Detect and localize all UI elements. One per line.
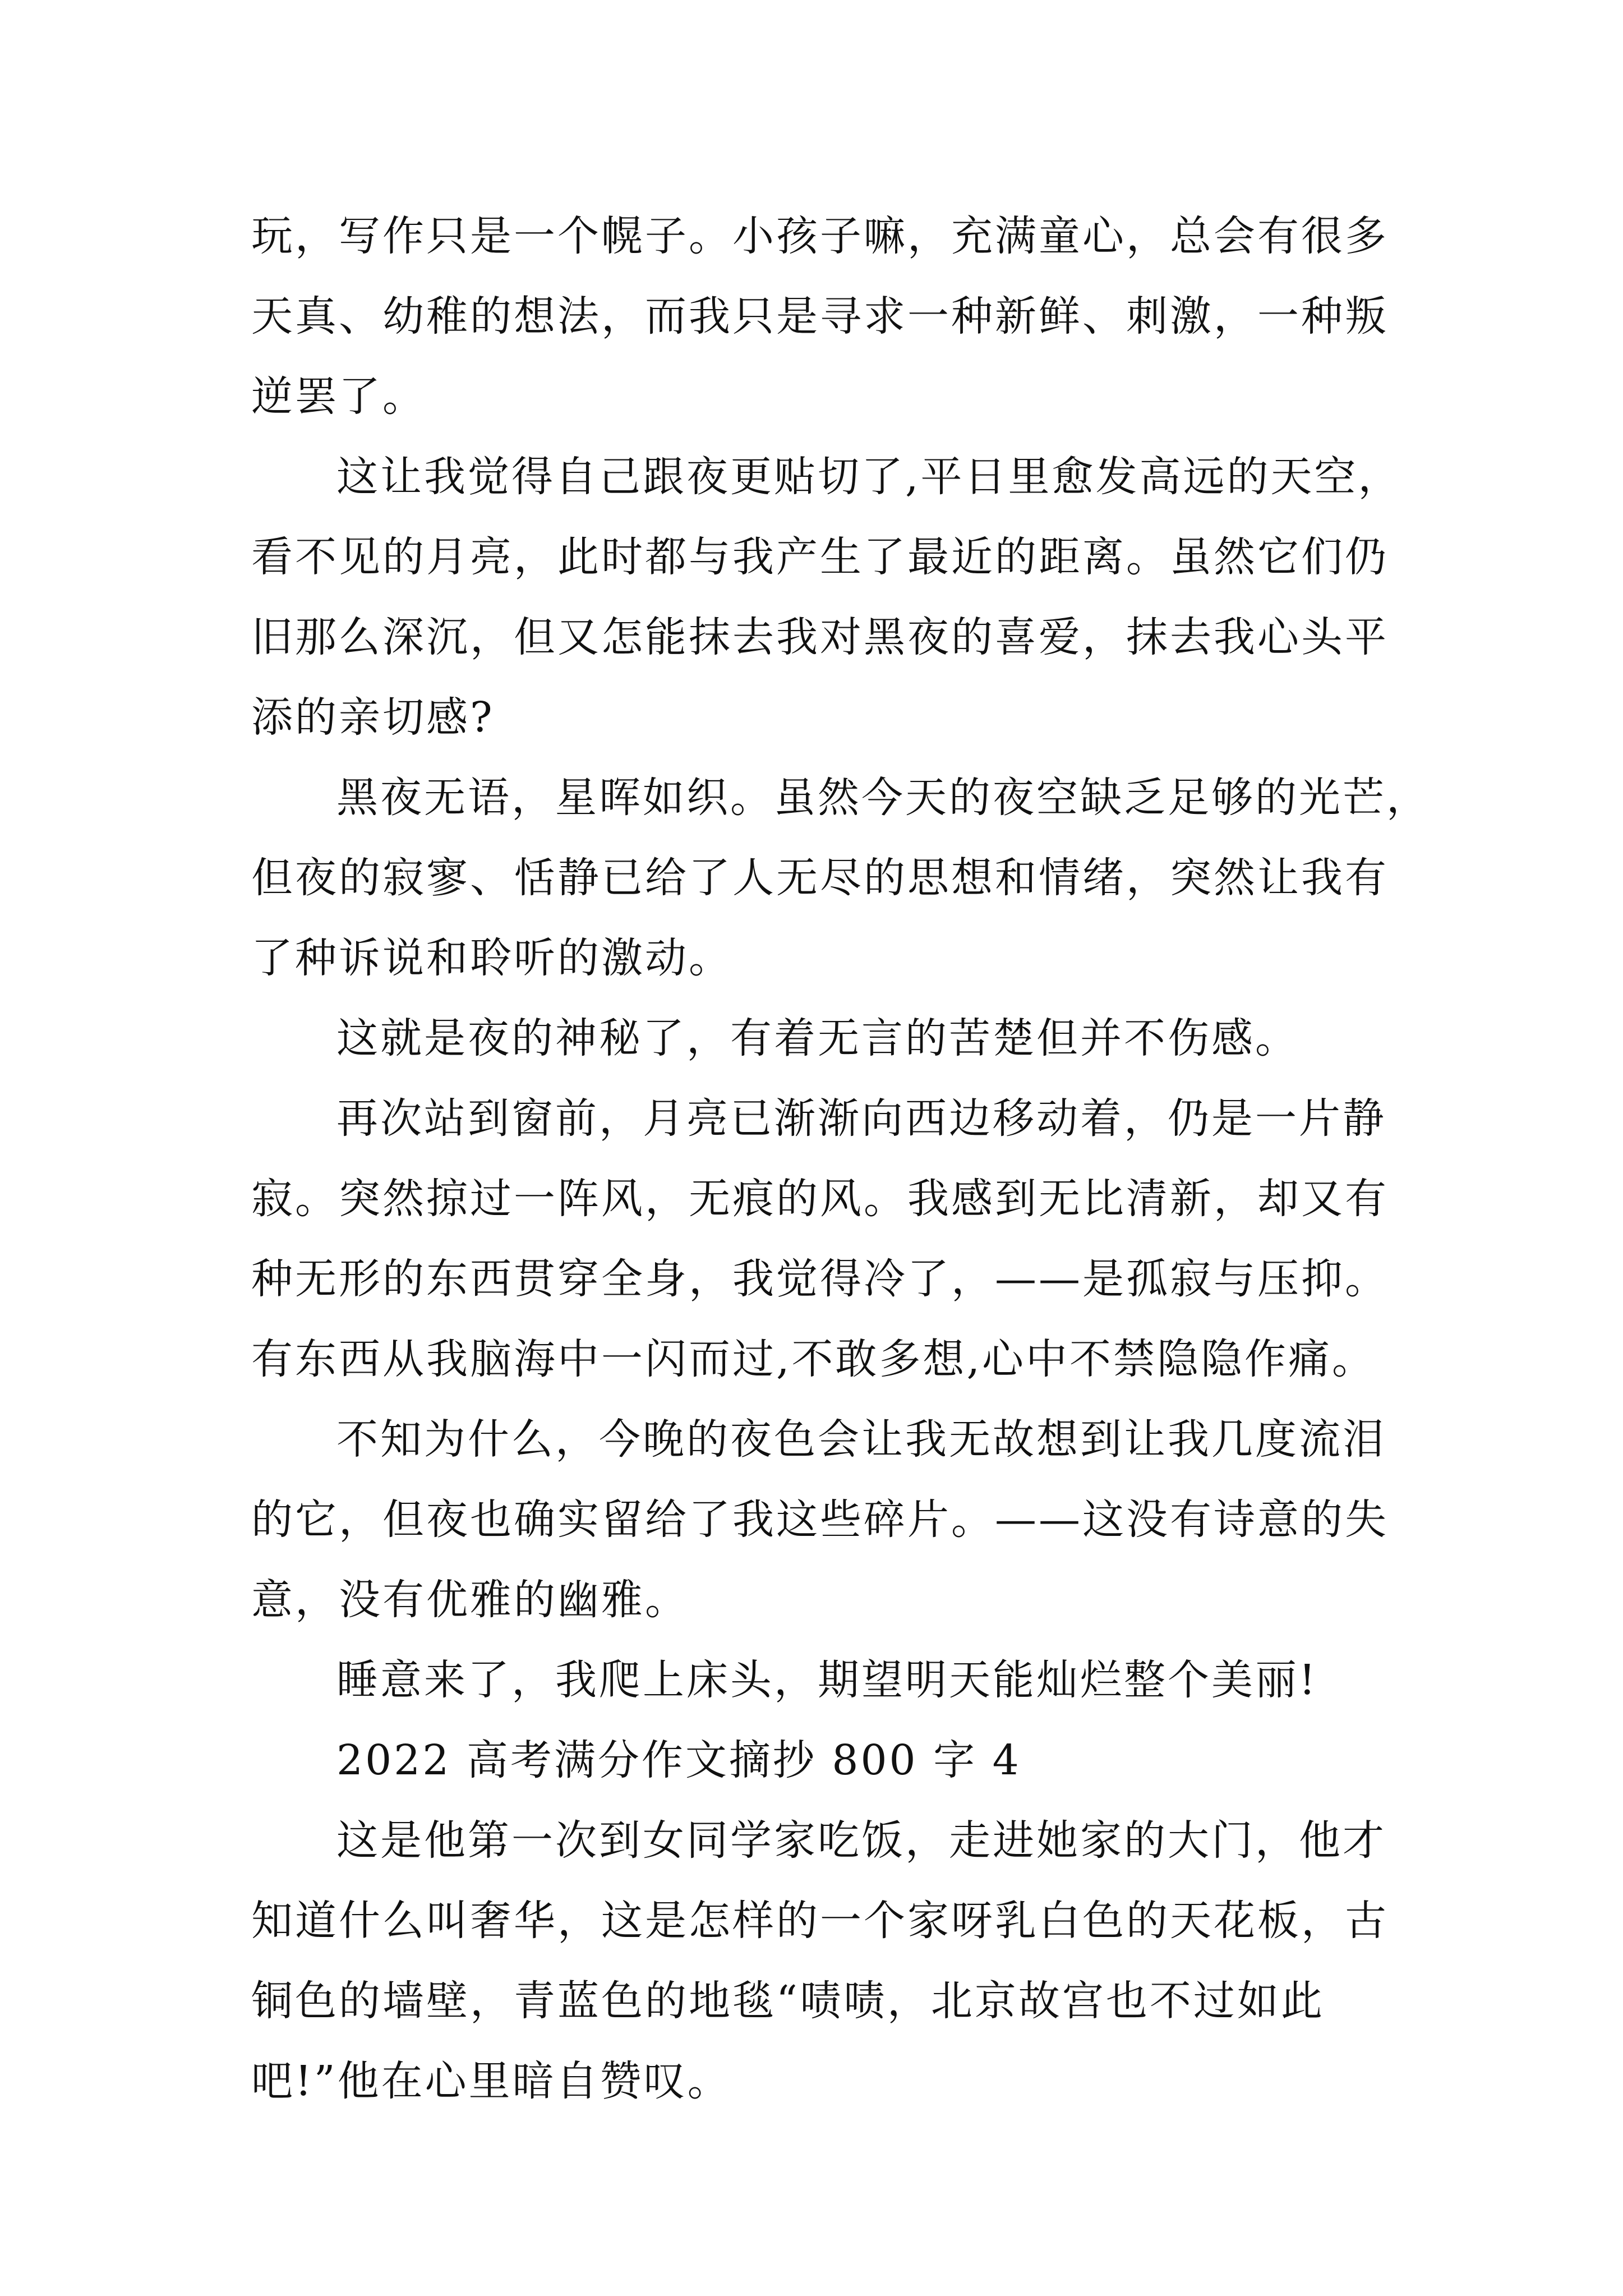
text-line: 的它，但夜也确实留给了我这些碎片。——这没有诗意的失: [251, 1496, 1389, 1544]
paragraph-start-line: 再次站到窗前，月亮已渐渐向西边移动着，仍是一片静: [336, 1094, 1386, 1143]
text-line: 铜色的墙壁，青蓝色的地毯“啧啧，北京故宫也不过如此: [251, 1977, 1325, 2025]
paragraph-start-line: 这是他第一次到女同学家吃饭，走进她家的大门，他才: [336, 1816, 1386, 1865]
text-line: 有东西从我脑海中一闪而过,不敢多想,心中不禁隐隐作痛。: [251, 1335, 1376, 1383]
text-line: 意，没有优雅的幽雅。: [251, 1576, 689, 1624]
text-line: 天真、幼稚的想法，而我只是寻求一种新鲜、刺激，一种叛: [251, 292, 1389, 341]
text-line: 知道什么叫奢华，这是怎样的一个家呀乳白色的天花板，古: [251, 1897, 1389, 1945]
paragraph-start-line: 这就是夜的神秘了，有着无言的苦楚但并不伤感。: [336, 1014, 1299, 1062]
paragraph-start-line: 这让我觉得自己跟夜更贴切了,平日里愈发高远的天空，: [336, 453, 1402, 501]
text-line: 吧!”他在心里暗自赞叹。: [251, 2057, 731, 2105]
text-line: 旧那么深沉，但又怎能抹去我对黑夜的喜爱，抹去我心头平: [251, 613, 1389, 661]
text-line: 看不见的月亮，此时都与我产生了最近的距离。虽然它们仍: [251, 533, 1389, 581]
text-line: 但夜的寂寥、恬静已给了人无尽的思想和情绪，突然让我有: [251, 854, 1389, 902]
paragraph-start-line: 睡意来了，我爬上床头，期望明天能灿烂整个美丽!: [336, 1656, 1318, 1704]
section-heading: 2022 高考满分作文摘抄 800 字 4: [336, 1736, 1021, 1784]
essay-text: [251, 196, 1430, 2122]
text-line: 种无形的东西贯穿全身，我觉得冷了，——是孤寂与压抑。: [251, 1255, 1389, 1303]
paragraph-start-line: 不知为什么，今晚的夜色会让我无故想到让我几度流泪: [336, 1415, 1386, 1464]
text-line: 寂。突然掠过一阵风，无痕的风。我感到无比清新，却又有: [251, 1175, 1389, 1223]
text-line: 了种诉说和聆听的激动。: [251, 934, 732, 982]
text-line: 玩，写作只是一个幌子。小孩子嘛，充满童心，总会有很多: [251, 212, 1389, 260]
text-line: 逆罢了。: [251, 372, 426, 421]
text-line: 添的亲切感?: [251, 693, 495, 742]
paragraph-start-line: 黑夜无语，星晖如织。虽然今天的夜空缺乏足够的光芒，: [336, 774, 1430, 822]
